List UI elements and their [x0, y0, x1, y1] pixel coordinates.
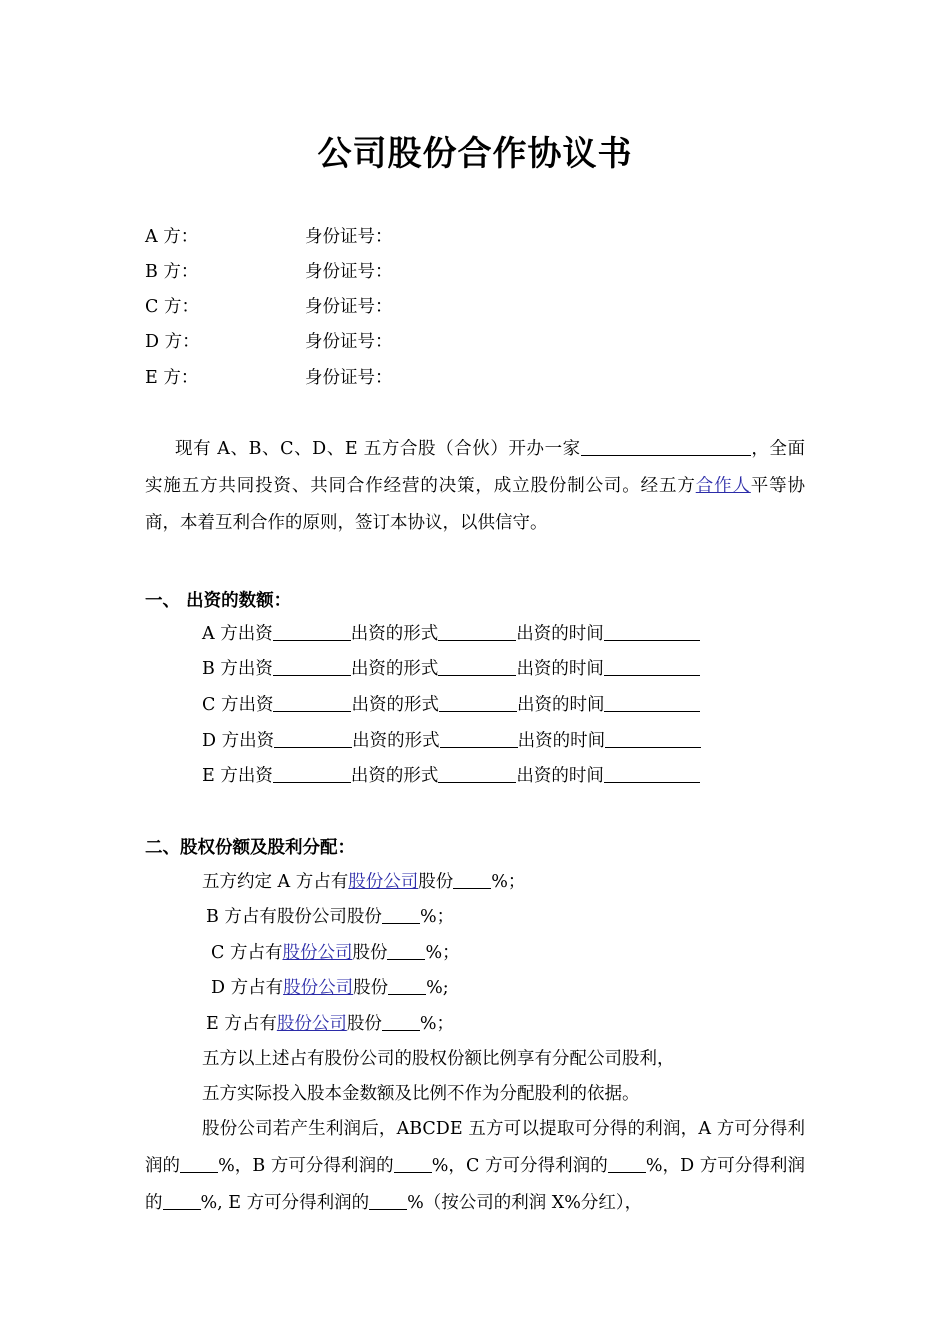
- party-e-line: [145, 366, 393, 390]
- investment-row: [202, 693, 700, 717]
- time-label: 出资的时间: [517, 731, 606, 751]
- intro-text-2: ，全面实施五方共同投资、共同合作经营的决策，成立股份制公司。经五方: [145, 439, 805, 496]
- profit-text: %，D 方可分得利润的: [145, 1156, 805, 1213]
- investment-party-label: D 方出资: [202, 731, 275, 751]
- investment-party-label: E 方出资: [202, 766, 273, 786]
- party-d-line: [145, 330, 393, 354]
- company-link[interactable]: 股份公司: [282, 943, 353, 963]
- party-c-line: [145, 295, 393, 319]
- document-title: 公司股份合作协议书: [317, 134, 633, 174]
- party-e-label: E 方：: [145, 368, 199, 388]
- investment-party-label: A 方出资: [202, 624, 273, 644]
- investment-row: [202, 729, 701, 753]
- party-b-line: [145, 260, 393, 284]
- time-blank[interactable]: [604, 693, 700, 712]
- profit-text: 股份公司若产生利润后，ABCDE 五方可以提取可分得的利润，A 方可分得利润的: [145, 1119, 805, 1176]
- profit-a-blank[interactable]: [180, 1154, 218, 1173]
- party-d-id-label: 身份证号：: [305, 332, 393, 352]
- form-label: 出资的形式: [350, 624, 439, 644]
- time-blank[interactable]: [604, 764, 700, 783]
- amount-blank[interactable]: [273, 693, 351, 712]
- profit-text: %（按公司的利润 X%分红），: [407, 1193, 643, 1213]
- percent-blank[interactable]: [453, 870, 491, 889]
- share-text: 股份: [353, 978, 389, 998]
- company-name-blank[interactable]: [581, 437, 751, 456]
- form-label: 出资的形式: [351, 695, 439, 715]
- profit-b-blank[interactable]: [394, 1154, 432, 1173]
- investment-row: [202, 764, 700, 788]
- form-label: 出资的形式: [352, 731, 440, 751]
- amount-blank[interactable]: [273, 657, 351, 676]
- dividend-rule-1: 五方以上述占有股份公司的股权份额比例享有分配公司股利，: [202, 1049, 675, 1069]
- percent-sign: %;: [426, 978, 449, 998]
- share-text: 五方约定 A 方占有: [202, 872, 349, 892]
- form-blank[interactable]: [438, 764, 516, 783]
- percent-blank[interactable]: [388, 976, 426, 995]
- percent-sign: %；: [425, 943, 460, 963]
- partner-link[interactable]: 合作人: [695, 476, 751, 496]
- party-a-label: A 方：: [145, 227, 199, 247]
- percent-blank[interactable]: [382, 905, 420, 924]
- investment-row: [202, 657, 700, 681]
- profit-paragraph: [145, 1111, 805, 1222]
- party-b-id-label: 身份证号：: [305, 262, 393, 282]
- form-blank[interactable]: [439, 693, 517, 712]
- company-link[interactable]: 股份公司: [283, 978, 354, 998]
- party-c-label: C 方：: [145, 297, 199, 317]
- percent-sign: %；: [419, 907, 455, 927]
- percent-blank[interactable]: [387, 941, 425, 960]
- section2-heading: 二、股权份额及股利分配：: [145, 838, 355, 858]
- intro-text-1: 现有 A、B、C、D、E 五方合股（合伙）开办一家: [175, 439, 581, 459]
- time-blank[interactable]: [604, 657, 700, 676]
- profit-d-blank[interactable]: [163, 1191, 201, 1210]
- intro-paragraph: [145, 431, 805, 542]
- time-blank[interactable]: [604, 622, 700, 641]
- time-blank[interactable]: [605, 729, 701, 748]
- share-text: C 方占有: [211, 943, 283, 963]
- form-label: 出资的形式: [350, 766, 439, 786]
- profit-text: %，B 方可分得利润的: [218, 1156, 394, 1176]
- company-link[interactable]: 股份公司: [348, 872, 419, 892]
- percent-sign: %；: [491, 872, 526, 892]
- section1-heading: 一、 出资的数额：: [145, 591, 292, 611]
- party-d-label: D 方：: [145, 332, 200, 352]
- investment-row: [202, 622, 700, 646]
- share-text: 股份: [346, 1014, 382, 1034]
- time-label: 出资的时间: [516, 624, 604, 644]
- party-b-label: B 方：: [145, 262, 199, 282]
- share-text: D 方占有: [211, 978, 284, 998]
- share-line-c: [211, 941, 460, 965]
- share-text: E 方占有: [206, 1014, 277, 1034]
- amount-blank[interactable]: [274, 729, 352, 748]
- party-e-id-label: 身份证号：: [305, 368, 393, 388]
- company-link[interactable]: 股份公司: [276, 1014, 347, 1034]
- percent-sign: %；: [419, 1014, 454, 1034]
- form-blank[interactable]: [440, 729, 518, 748]
- time-label: 出资的时间: [516, 695, 605, 715]
- amount-blank[interactable]: [273, 764, 351, 783]
- share-line-b: [206, 905, 454, 929]
- share-text: 股份: [418, 872, 454, 892]
- party-a-id-label: 身份证号：: [305, 227, 393, 247]
- investment-party-label: C 方出资: [202, 695, 274, 715]
- share-text: B 方占有股份公司股份: [206, 907, 382, 927]
- investment-party-label: B 方出资: [202, 659, 273, 679]
- profit-c-blank[interactable]: [608, 1154, 646, 1173]
- share-line-e: [206, 1012, 454, 1036]
- party-c-id-label: 身份证号：: [305, 297, 393, 317]
- percent-blank[interactable]: [382, 1012, 420, 1031]
- form-blank[interactable]: [438, 622, 516, 641]
- profit-e-blank[interactable]: [369, 1191, 407, 1210]
- form-blank[interactable]: [438, 657, 516, 676]
- dividend-rule-2: 五方实际投入股本金数额及比例不作为分配股利的依据。: [202, 1084, 640, 1104]
- time-label: 出资的时间: [516, 659, 604, 679]
- profit-text: %，C 方可分得利润的: [431, 1156, 608, 1176]
- amount-blank[interactable]: [273, 622, 351, 641]
- share-line-a: [202, 870, 525, 894]
- party-a-line: [145, 225, 393, 249]
- intro-text-3: 平等协商，本着互利合作的原则，签订本协议，以供信守。: [145, 476, 806, 533]
- profit-text: %, E 方可分得利润的: [200, 1193, 370, 1213]
- form-label: 出资的形式: [350, 659, 439, 679]
- share-line-d: [211, 976, 449, 1000]
- share-text: 股份: [352, 943, 388, 963]
- time-label: 出资的时间: [516, 766, 604, 786]
